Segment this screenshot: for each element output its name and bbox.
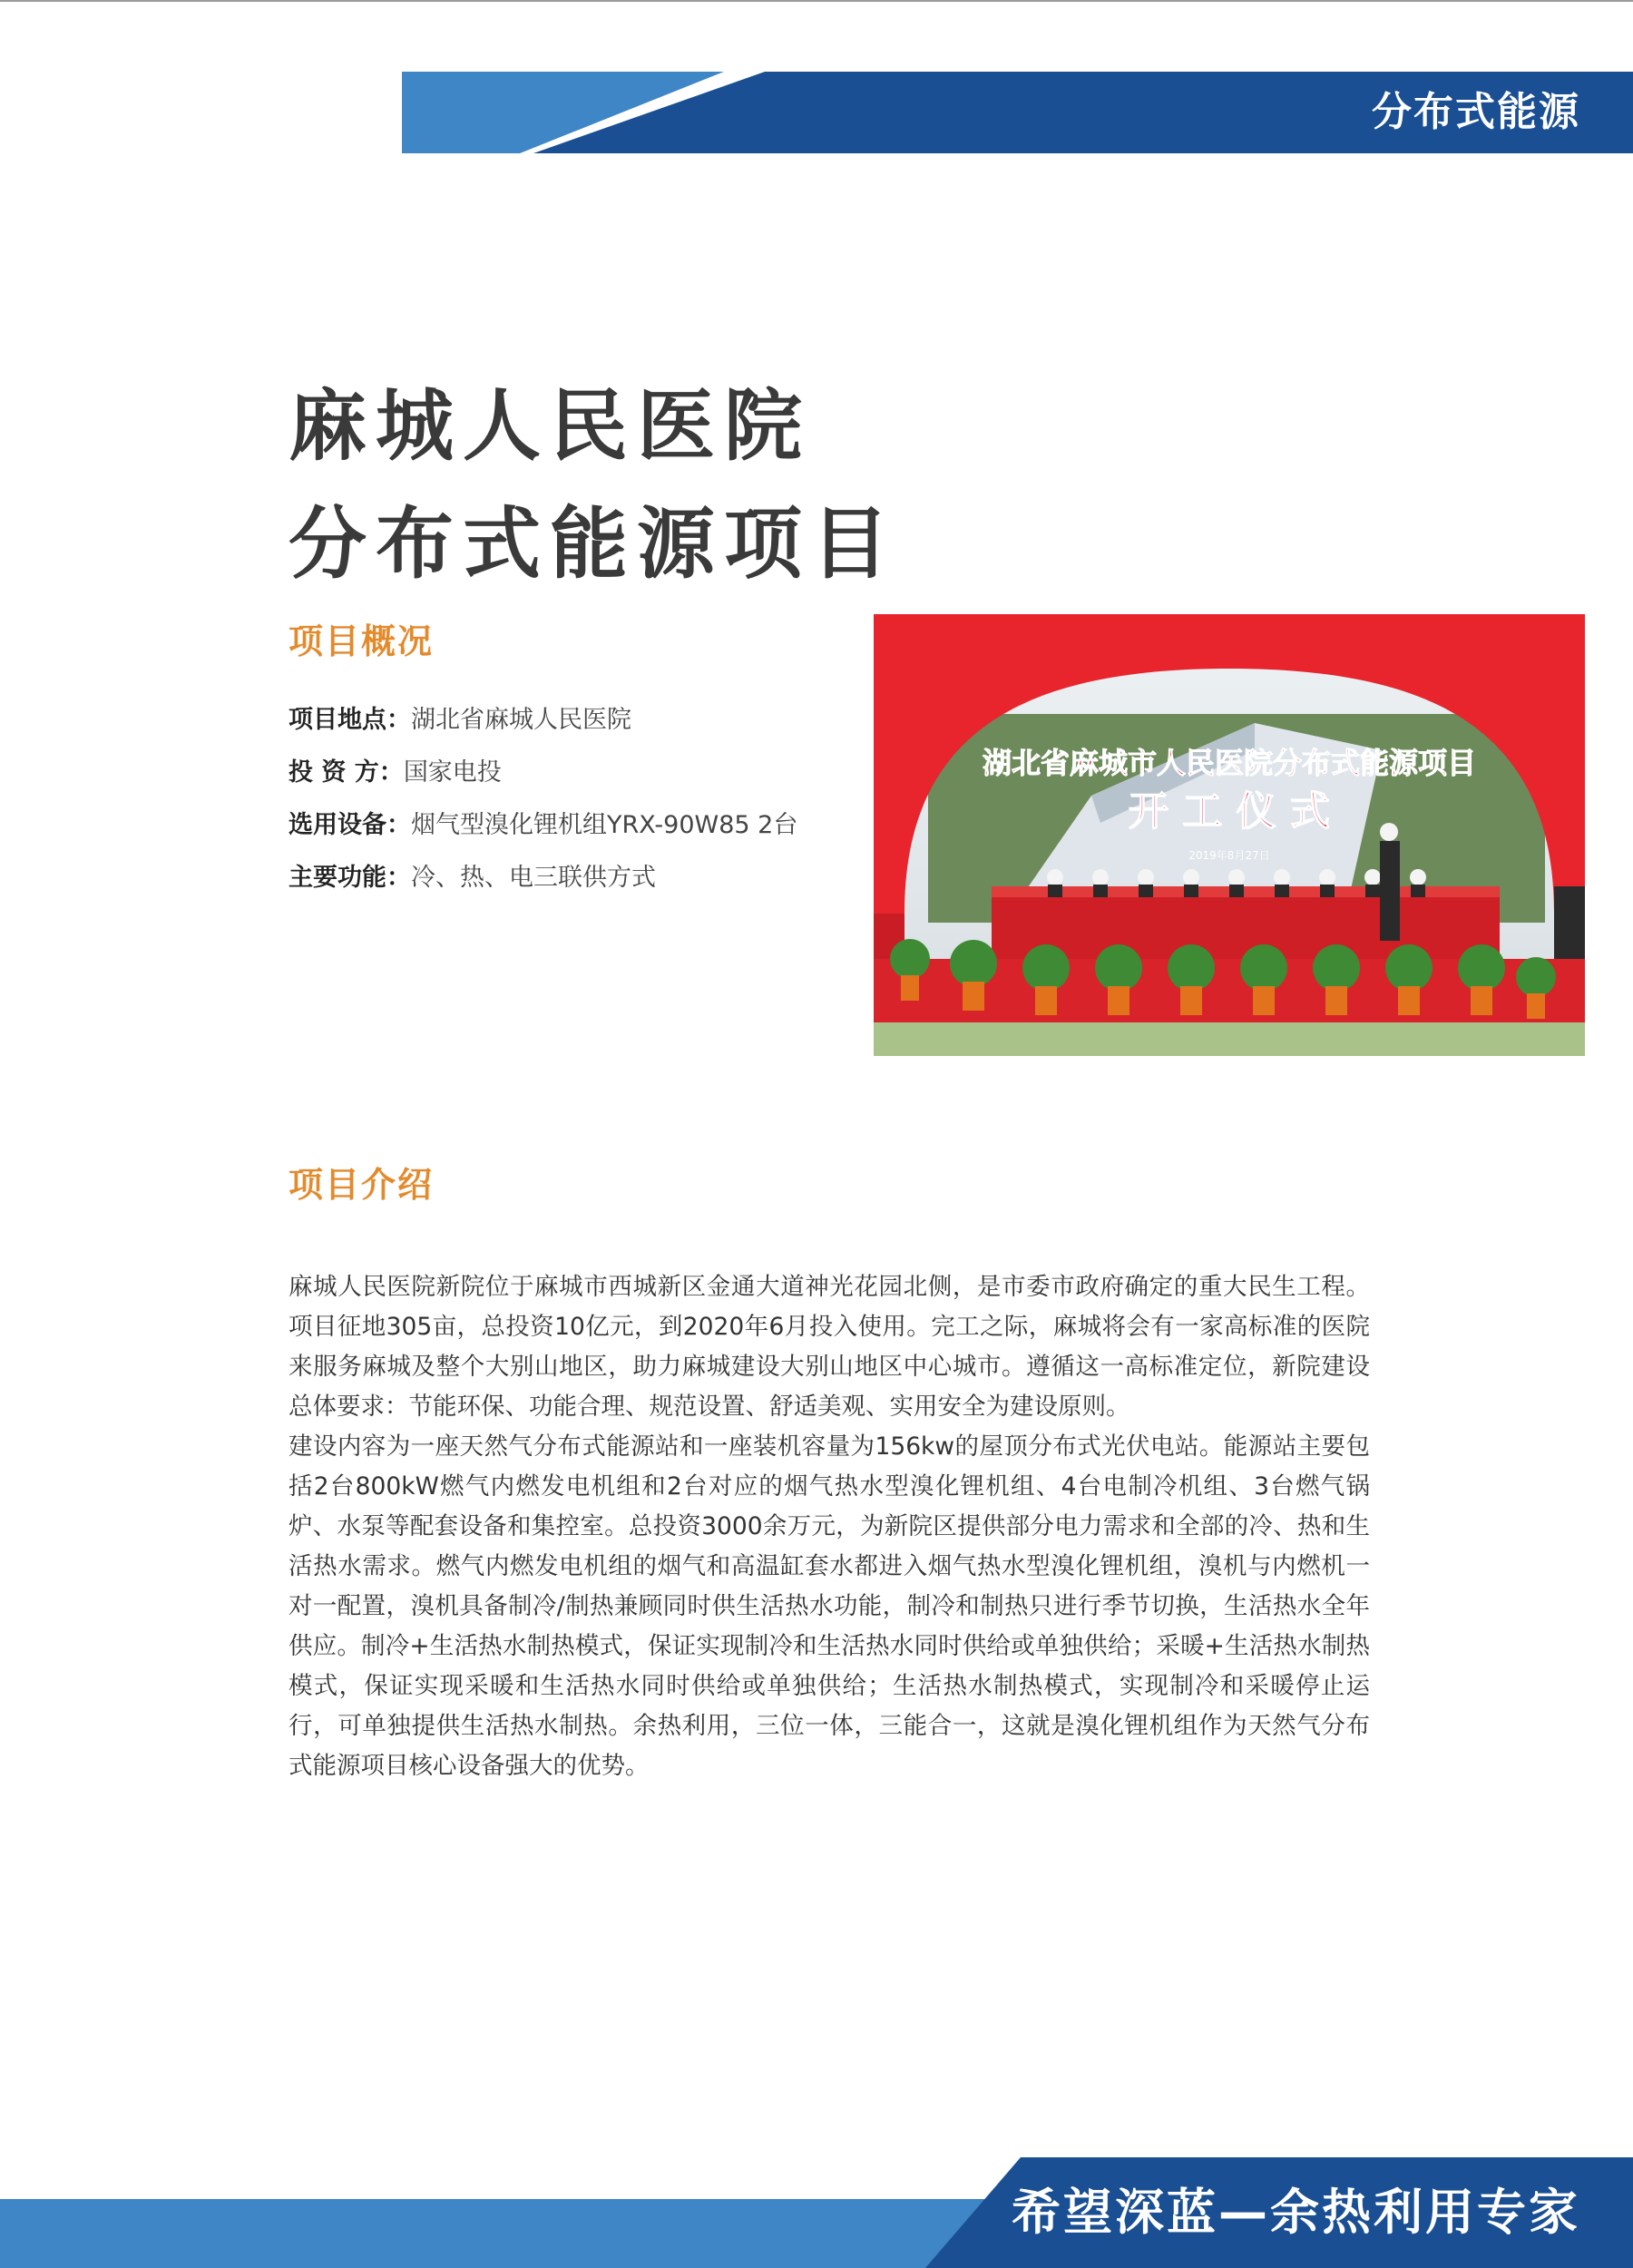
photo-date-text: 2019年8月27日 <box>1188 849 1270 862</box>
info-row-function <box>288 858 869 911</box>
info-row-investor <box>288 753 869 806</box>
footer-slogan: 希望深蓝—余热利用专家 <box>1012 2184 1580 2241</box>
photo-subtitle-text: 开 工 仪 式 <box>1129 788 1330 835</box>
page-title-line-1: 麻城人民医院 <box>288 381 811 472</box>
info-value: 烟气型溴化锂机组YRX-90W85 2台 <box>411 811 798 839</box>
info-row-equipment <box>288 806 869 858</box>
info-label: 项目地点： <box>288 706 411 734</box>
intro-heading: 项目介绍 <box>288 1165 435 1205</box>
overview-heading: 项目概况 <box>288 621 435 661</box>
intro-paragraph-1: 麻城人民医院新院位于麻城市西城新区金通大道神光花园北侧，是市委市政府确定的重大民生工程。项目征地305亩，总投资10亿元，到2020年6月投入使用。完工之际，麻城将会有一家高标准的医院来服务麻城及整个大别山地区，助力麻城建设大别山地区中心城市。遵循这一高标准定位，新院建设总体要求：节能环保、功能合理、规范设置、舒适美观、实用安全为建设原则。 <box>288 1273 1370 1421</box>
header-category: 分布式能源 <box>1372 89 1580 135</box>
intro-body <box>288 1267 1370 1786</box>
info-label: 主要功能： <box>288 864 411 892</box>
photo-banner-text: 湖北省麻城市人民医院分布式能源项目 <box>982 746 1477 780</box>
info-row-location <box>288 700 869 753</box>
intro-paragraph-2: 建设内容为一座天然气分布式能源站和一座装机容量为156kw的屋顶分布式光伏电站。能源站主要包括2台800kW燃气内燃发电机组和2台对应的烟气热水型溴化锂机组、4台电制冷机组、3台燃气锅炉、水泵等配套设备和集控室。总投资3000余万元，为新院区提供部分电力需求和全部的冷、热和生活热水需求。燃气内燃发电机组的烟气和高温缸套水都进入烟气热水型溴化锂机组，溴机与内燃机一对一配置，溴机具备制冷/制热兼顾同时供生活热水功能，制冷和制热只进行季节切换，生活热水全年供应。制冷+生活热水制热模式，保证实现制冷和生活热水同时供给或单独供给；采暖+生活热水制热模式，保证实现采暖和生活热水同时供给或单独供给；生活热水制热模式，实现制冷和采暖停止运行，可单独提供生活热水制热。余热利用，三位一体，三能合一，这就是溴化锂机组作为天然气分布式能源项目核心设备强大的优势。 <box>288 1432 1370 1780</box>
page-title-line-2: 分布式能源项目 <box>288 499 898 590</box>
info-value: 湖北省麻城人民医院 <box>411 706 631 734</box>
overview-list <box>288 700 869 911</box>
info-value: 国家电投 <box>403 758 502 787</box>
info-value: 冷、热、电三联供方式 <box>411 864 656 892</box>
info-label: 选用设备： <box>288 811 411 839</box>
top-rule <box>0 0 1633 2</box>
ceremony-photo <box>874 614 1585 1056</box>
info-label: 投 资 方： <box>288 758 404 787</box>
